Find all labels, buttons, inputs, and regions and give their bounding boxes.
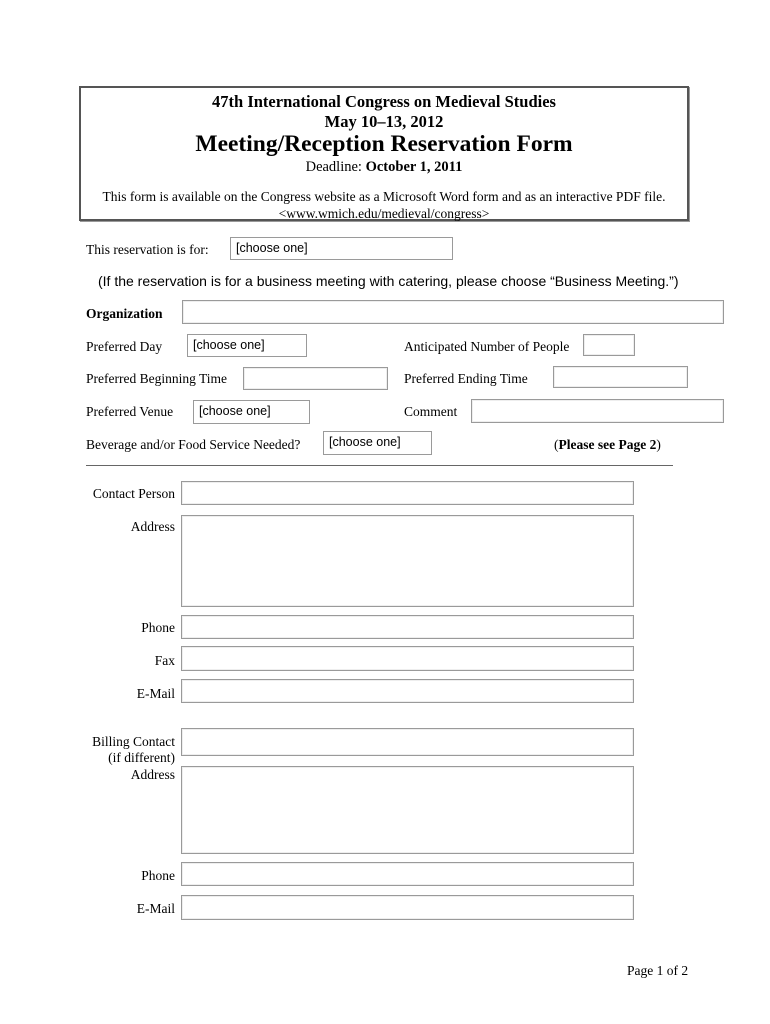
reservation-type-select[interactable]: [choose one] <box>230 237 453 260</box>
end-time-field[interactable] <box>553 366 688 388</box>
see-page-bold: Please see Page 2 <box>558 437 657 452</box>
billing-contact-label: Billing Contact <box>92 734 175 749</box>
billing-email-label: E-Mail <box>136 901 175 916</box>
reservation-label: This reservation is for: <box>86 242 209 257</box>
organization-field[interactable] <box>182 300 724 324</box>
comment-field[interactable] <box>471 399 724 423</box>
contact-address-field[interactable] <box>181 515 634 607</box>
billing-phone-field[interactable] <box>181 862 634 886</box>
page-title: Meeting/Reception Reservation Form <box>195 131 573 157</box>
billing-if-different-label: (if different) <box>108 750 175 765</box>
reservation-note: (If the reservation is for a business meeting with catering, please choose “Business Meeting.”) <box>98 273 679 289</box>
anticipated-people-label: Anticipated Number of People <box>404 339 570 354</box>
billing-address-label: Address <box>130 767 175 782</box>
contact-person-label: Contact Person <box>92 486 175 501</box>
contact-address-label: Address <box>130 519 175 534</box>
billing-phone-label: Phone <box>141 868 175 883</box>
see-page-close: ) <box>656 437 661 452</box>
venue-label: Preferred Venue <box>86 404 174 419</box>
contact-email-label: E-Mail <box>136 686 175 701</box>
deadline-label: Deadline: <box>305 159 366 175</box>
deadline <box>81 159 687 176</box>
begin-time-field[interactable] <box>243 367 388 390</box>
contact-email-field[interactable] <box>181 679 634 703</box>
page-number: Page 1 of 2 <box>627 963 689 978</box>
see-page-2-note <box>554 437 661 453</box>
availability-note: This form is available on the Congress website as a Microsoft Word form and as an interactive PDF file. <box>102 189 666 204</box>
form-header <box>79 86 689 221</box>
preferred-day-select[interactable]: [choose one] <box>187 334 307 357</box>
preferred-day-label: Preferred Day <box>86 339 163 354</box>
contact-fax-label: Fax <box>154 653 175 668</box>
end-time-label: Preferred Ending Time <box>404 371 528 386</box>
billing-email-field[interactable] <box>181 895 634 920</box>
contact-phone-label: Phone <box>141 620 175 635</box>
congress-title: 47th International Congress on Medieval Studies <box>212 92 556 111</box>
beverage-label: Beverage and/or Food Service Needed? <box>86 437 301 452</box>
see-page-open: ( <box>554 437 559 452</box>
comment-label: Comment <box>404 404 458 419</box>
contact-phone-field[interactable] <box>181 615 634 639</box>
contact-person-field[interactable] <box>181 481 634 505</box>
venue-select[interactable]: [choose one] <box>193 400 310 424</box>
anticipated-people-field[interactable] <box>583 334 635 356</box>
congress-dates: May 10–13, 2012 <box>324 112 444 131</box>
beverage-select[interactable]: [choose one] <box>323 431 432 455</box>
section-divider <box>86 465 673 466</box>
billing-contact-field[interactable] <box>181 728 634 756</box>
deadline-value: October 1, 2011 <box>365 159 463 175</box>
contact-fax-field[interactable] <box>181 646 634 671</box>
begin-time-label: Preferred Beginning Time <box>86 371 227 386</box>
billing-address-field[interactable] <box>181 766 634 854</box>
website-url: <www.wmich.edu/medieval/congress> <box>278 206 490 221</box>
organization-label: Organization <box>86 306 163 321</box>
